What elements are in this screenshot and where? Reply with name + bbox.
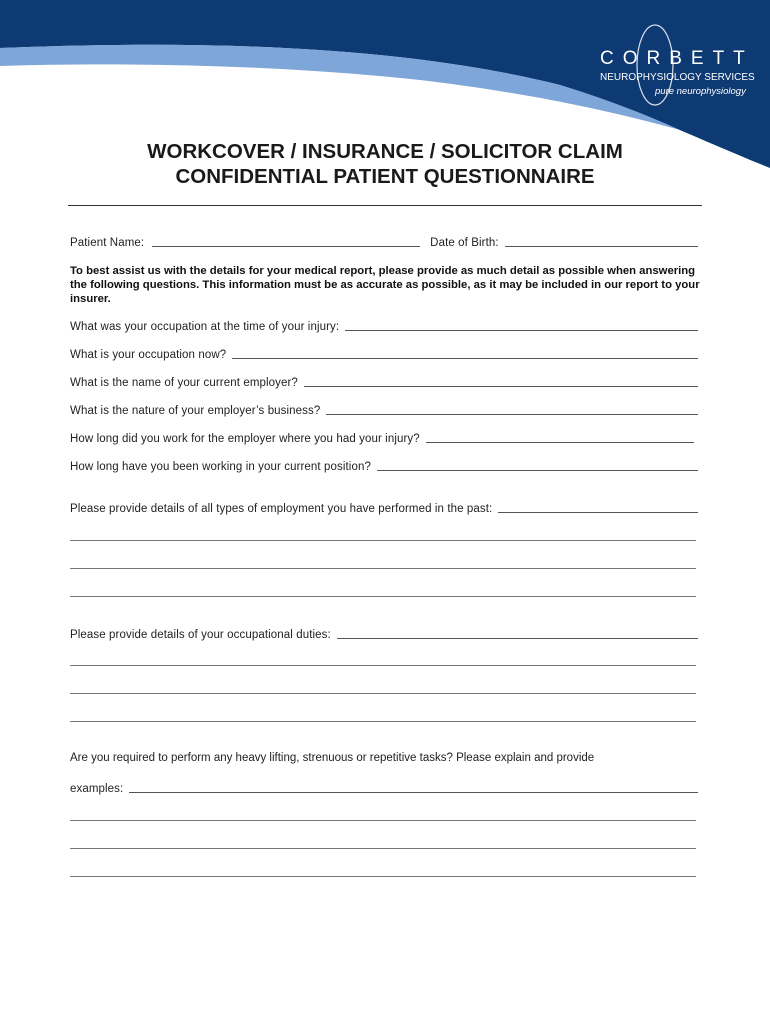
question-label: What is the name of your current employer?: [70, 377, 298, 389]
answer-line[interactable]: [70, 665, 696, 666]
answer-line[interactable]: [70, 721, 696, 722]
question-label: What is your occupation now?: [70, 349, 227, 361]
question-row: [70, 401, 698, 417]
answer-field[interactable]: [129, 791, 698, 793]
question-row: [70, 429, 694, 445]
patient-row: [70, 233, 698, 249]
title-divider: [68, 205, 702, 206]
answer-field[interactable]: [326, 413, 698, 415]
patient-name-field[interactable]: [152, 245, 420, 247]
form-title-line1: WORKCOVER / INSURANCE / SOLICITOR CLAIM: [147, 140, 623, 163]
answer-field[interactable]: [337, 637, 698, 639]
dob-label: Date of Birth:: [430, 237, 499, 249]
answer-line[interactable]: [70, 596, 696, 597]
logo-tagline: pure neurophysiology: [655, 86, 746, 97]
answer-field[interactable]: [345, 329, 698, 331]
answer-field[interactable]: [426, 441, 694, 443]
answer-line[interactable]: [70, 540, 696, 541]
question-label: What is the nature of your employer’s business?: [70, 405, 321, 417]
answer-line[interactable]: [70, 820, 696, 821]
answer-field[interactable]: [304, 385, 698, 387]
answer-field[interactable]: [377, 469, 698, 471]
question-label: What was your occupation at the time of your injury:: [70, 321, 340, 333]
logo-name: CORBETT: [600, 48, 754, 69]
dob-field[interactable]: [505, 245, 698, 247]
question-row: [70, 457, 698, 473]
question-row: [70, 345, 698, 361]
answer-line[interactable]: [70, 848, 696, 849]
question-row: [70, 373, 698, 389]
answer-field[interactable]: [232, 357, 698, 359]
question-label: How long have you been working in your current position?: [70, 461, 371, 473]
patient-name-label: Patient Name:: [70, 237, 145, 249]
answer-line[interactable]: [70, 876, 696, 877]
question-label: Please provide details of your occupational duties:: [70, 629, 331, 641]
question-row: [70, 499, 698, 515]
question-label: How long did you work for the employer where you had your injury?: [70, 433, 420, 445]
answer-line[interactable]: [70, 693, 696, 694]
question-row: [70, 625, 698, 641]
instructions-text: To best assist us with the details for your medical report, please provide as much detail as possible when answering the following questions. This information must be as accurate as possible, as it may be included in our report to your insurer.: [70, 265, 700, 306]
form-title-line2: CONFIDENTIAL PATIENT QUESTIONNAIRE: [175, 165, 595, 188]
question-row: [70, 779, 698, 795]
answer-line[interactable]: [70, 568, 696, 569]
question-label: Please provide details of all types of employment you have performed in the past:: [70, 503, 493, 515]
question-label: Are you required to perform any heavy lifting, strenuous or repetitive tasks? Please explain and provide: [70, 752, 595, 764]
question-row: [70, 317, 698, 333]
answer-field[interactable]: [498, 511, 698, 513]
question-label: examples:: [70, 783, 124, 795]
logo-subtitle: NEUROPHYSIOLOGY SERVICES: [600, 72, 755, 83]
